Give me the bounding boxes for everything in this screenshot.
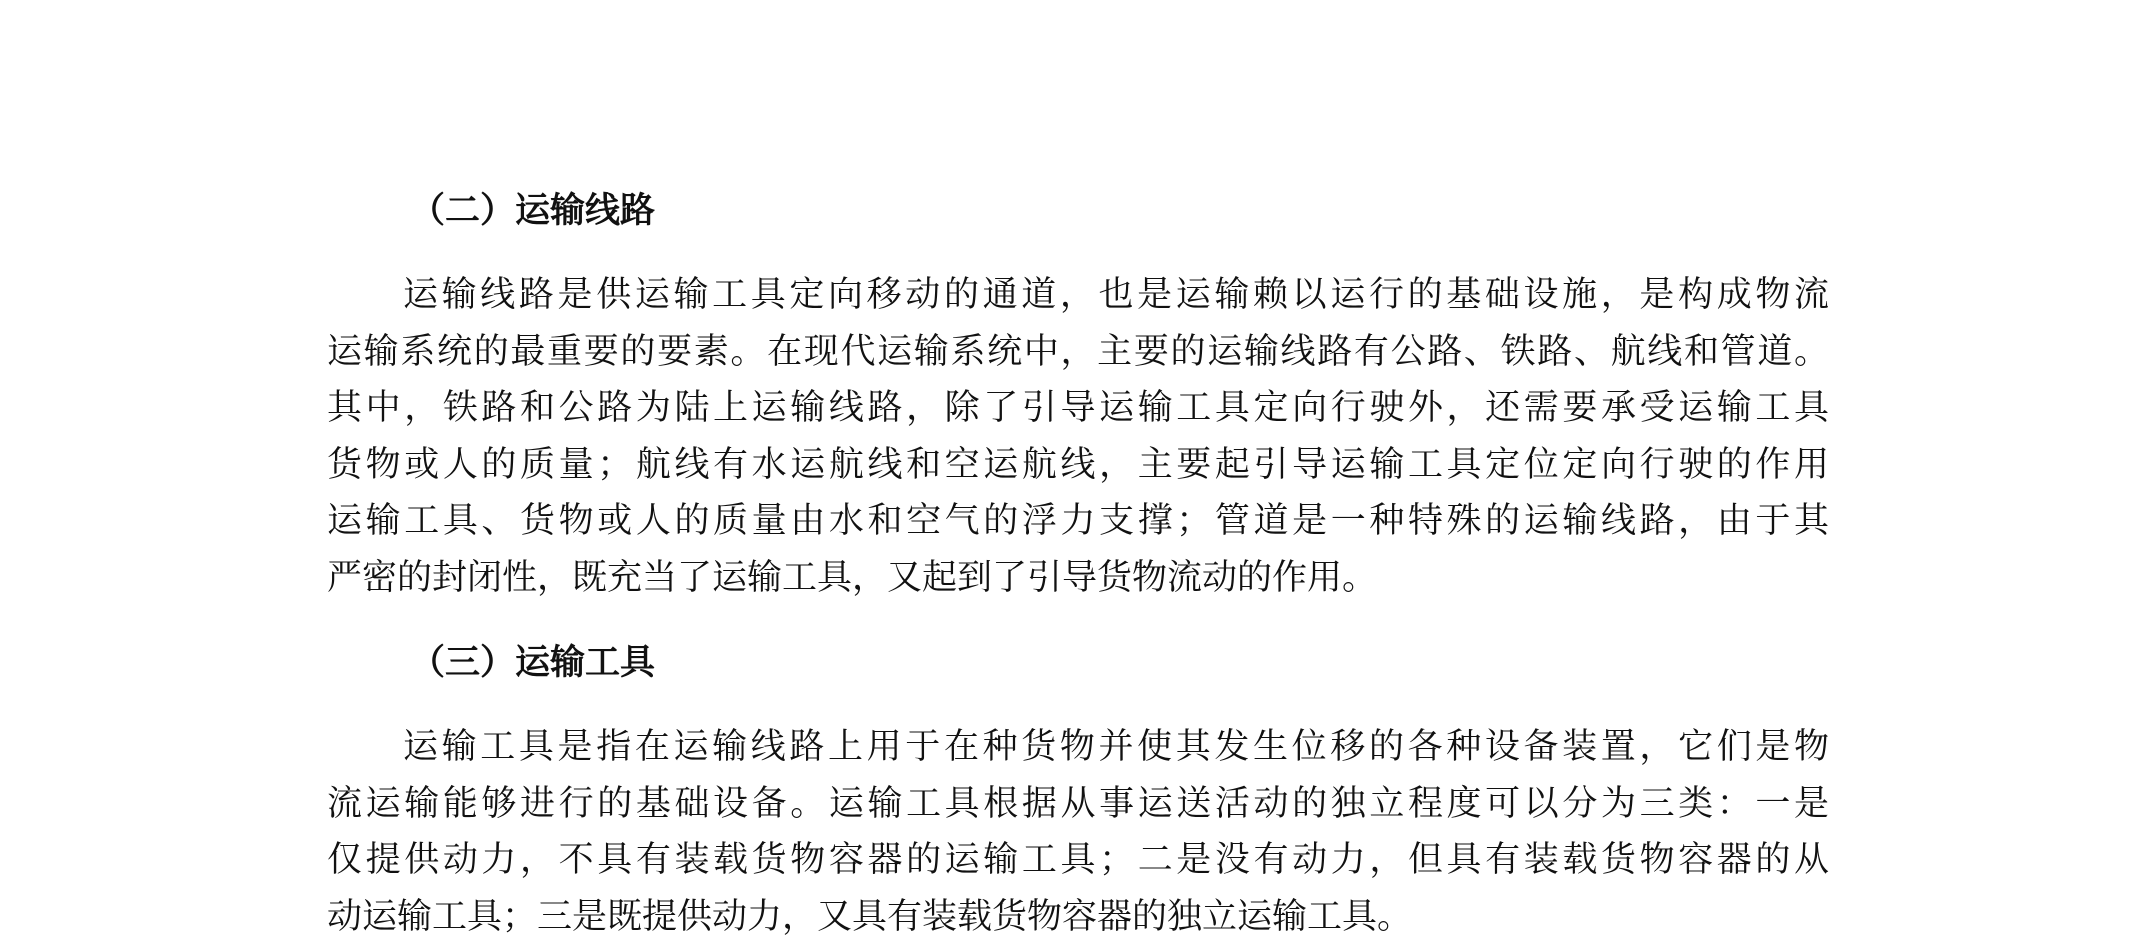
section-heading-transport-vehicles: （三）运输工具 — [410, 643, 656, 683]
paragraph-line: 严密的封闭性，既充当了运输工具，又起到了引导货物流动的作用。 — [327, 557, 1378, 598]
paragraph-line: 货物或人的质量；航线有水运航线和空运航线，主要起引导运输工具定位定向行驶的作用 — [327, 444, 1829, 485]
paragraph-line: 运输工具是指在运输线路上用于在种货物并使其发生位移的各种设备装置，它们是物 — [403, 727, 1829, 767]
paragraph-line: 流运输能够进行的基础设备。运输工具根据从事运送活动的独立程度可以分为三类：一是 — [327, 783, 1829, 824]
paragraph-transport-routes — [327, 267, 1829, 607]
paragraph-line: 运输系统的最重要的要素。在现代运输系统中，主要的运输线路有公路、铁路、航线和管道。 — [327, 331, 1829, 372]
paragraph-line: 仅提供动力，不具有装载货物容器的运输工具；二是没有动力，但具有装载货物容器的从 — [327, 840, 1829, 881]
paragraph-line: 其中，铁路和公路为陆上运输线路，除了引导运输工具定向行驶外，还需要承受运输工具 — [327, 388, 1829, 429]
paragraph-transport-vehicles — [327, 719, 1829, 945]
paragraph-line: 动运输工具；三是既提供动力，又具有装载货物容器的独立运输工具。 — [327, 896, 1413, 937]
paragraph-line: 运输工具、货物或人的质量由水和空气的浮力支撑；管道是一种特殊的运输线路，由于其 — [327, 501, 1829, 542]
paragraph-line: 运输线路是供运输工具定向移动的通道，也是运输赖以运行的基础设施，是构成物流 — [403, 275, 1829, 315]
section-heading-transport-routes: （二）运输线路 — [410, 191, 656, 231]
